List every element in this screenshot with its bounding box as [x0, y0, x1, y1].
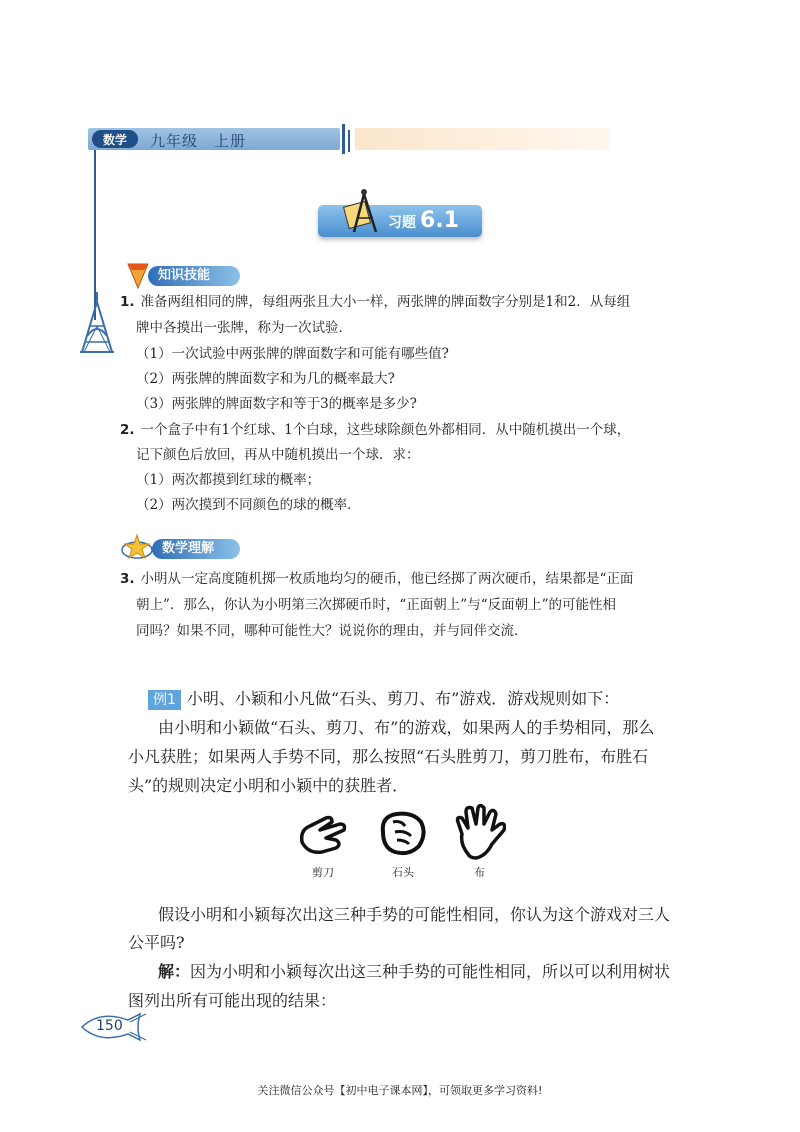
example-line-5: 假设小明和小颖每次出这三种手势的可能性相同，你认为这个游戏对三人	[158, 905, 671, 924]
page-number: 150	[96, 1018, 123, 1034]
example-text-7: 因为小明和小颖每次出这三种手势的可能性相同，所以可以利用树状	[190, 962, 671, 981]
section-understanding: 数学理解	[152, 539, 240, 559]
question-2-sub-1: （1）两次都摸到红球的概率；	[136, 472, 321, 488]
question-3-number: 3.	[120, 571, 135, 587]
header-divider	[342, 124, 345, 154]
scissors-hand-icon	[296, 812, 352, 858]
example-line-6: 公平吗?	[128, 933, 185, 952]
grade-label: 九年级 上册	[150, 132, 247, 150]
example-line-7	[158, 961, 670, 983]
question-3-line-1	[120, 570, 633, 588]
example-line-3: 小凡获胜；如果两人手势不同，那么按照“石头胜剪刀，剪刀胜布，布胜石	[128, 747, 649, 766]
example-line-1	[148, 688, 619, 710]
header-divider-thin	[348, 130, 350, 152]
question-3-text-1: 小明从一定高度随机掷一枚质地均匀的硬币，他已经掷了两次硬币，结果都是“正面	[140, 571, 634, 587]
rock-label: 石头	[392, 866, 414, 879]
example-line-4: 头”的规则决定小明和小颖中的获胜者．	[128, 776, 409, 795]
example-line-2: 由小明和小颖做“石头、剪刀、布”的游戏，如果两人的手势相同，那么	[158, 718, 655, 737]
section-knowledge: 知识技能	[148, 266, 240, 286]
question-2-number: 2.	[120, 422, 135, 438]
rock-hand-icon	[375, 808, 429, 860]
exercise-title	[388, 206, 459, 238]
question-3-line-3: 同吗？如果不同，哪种可能性大？说说你的理由，并与同伴交流．	[136, 623, 528, 639]
question-1-text-1: 准备两组相同的牌，每组两张且大小一样，两张牌的牌面数字分别是1和2．从每组	[140, 294, 631, 310]
star-icon	[120, 532, 154, 562]
question-2-sub-2: （2）两次摸到不同颜色的球的概率．	[136, 497, 361, 513]
paper-hand-icon	[454, 804, 506, 860]
subject-badge: 数学	[92, 130, 138, 148]
example-line-8: 图列出所有可能出现的结果：	[128, 991, 337, 1010]
header-gradient-band	[355, 128, 610, 150]
question-1-line-2: 牌中各摸出一张牌，称为一次试验．	[136, 320, 352, 336]
question-1-number: 1.	[120, 294, 135, 310]
solution-label: 解：	[158, 962, 191, 981]
example-text-1: 小明、小颖和小凡做“石头、剪刀、布”游戏．游戏规则如下：	[186, 689, 620, 708]
question-1-sub-2: （2）两张牌的牌面数字和为几的概率最大?	[136, 371, 395, 387]
question-1-sub-3: （3）两张牌的牌面数字和等于3的概率是多少?	[136, 396, 417, 412]
question-3-line-2: 朝上”．那么，你认为小明第三次掷硬币时，“正面朝上”与“反面朝上”的可能性相	[136, 597, 617, 613]
paper-label: 布	[474, 866, 485, 879]
compass-icon	[340, 186, 386, 238]
tower-icon	[76, 292, 118, 354]
footer-note: 关注微信公众号【初中电子课本网】，可领取更多学习资料!	[257, 1084, 543, 1097]
exercise-title-prefix: 习题	[388, 215, 416, 231]
question-1-sub-1: （1）一次试验中两张牌的牌面数字和可能有哪些值?	[136, 346, 449, 362]
scissors-label: 剪刀	[312, 866, 334, 879]
exercise-number: 6.1	[420, 208, 459, 233]
question-2-line-1	[120, 421, 630, 439]
example-label: 例1	[148, 690, 181, 710]
question-2-line-2: 记下颜色后放回，再从中随机摸出一个球．求：	[136, 447, 420, 463]
question-2-text-1: 一个盒子中有1个红球、1个白球，这些球除颜色外都相同．从中随机摸出一个球，	[140, 422, 631, 438]
question-1-line-1	[120, 293, 630, 311]
